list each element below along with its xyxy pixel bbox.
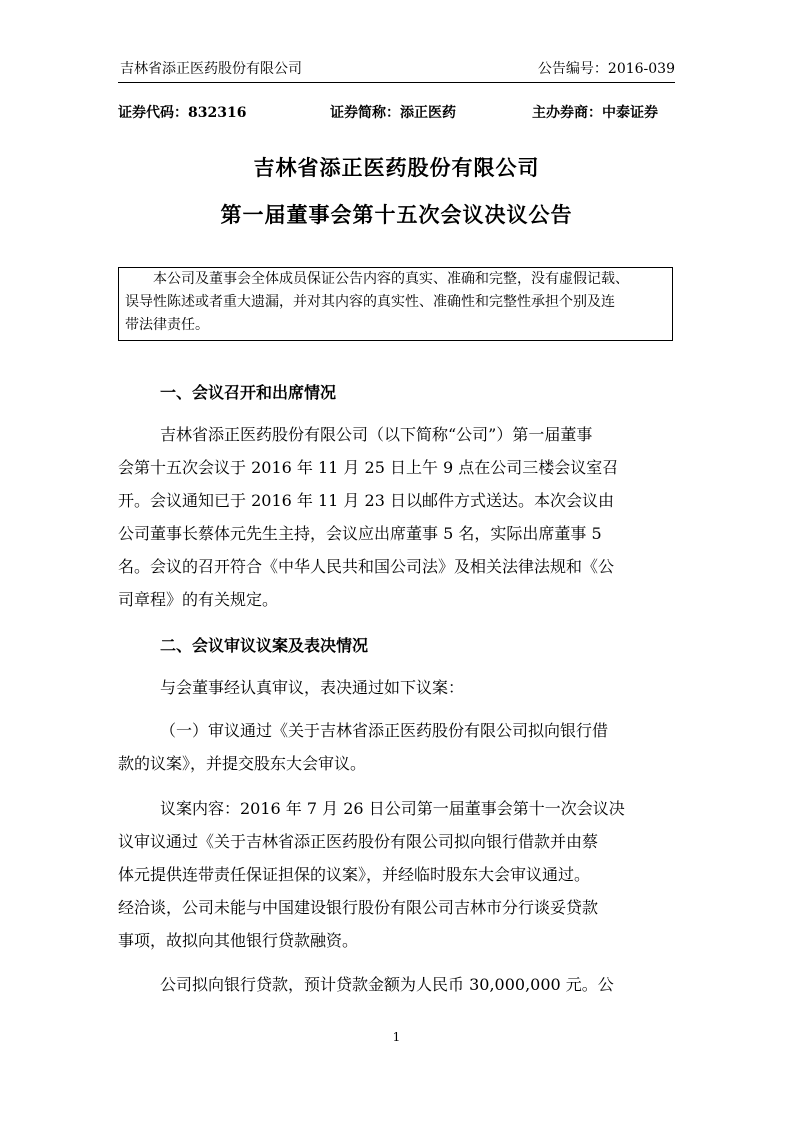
paragraph-line: 议案内容：2016 年 7 月 26 日公司第一届董事会第十一次会议决 [160, 799, 625, 818]
title-announcement: 第一届董事会第十五次会议决议公告 [220, 202, 573, 227]
disclaimer-line: 误导性陈述或者重大遗漏，并对其内容的真实性、准确性和完整性承担个别及连 [125, 294, 615, 310]
paragraph-line: 经洽谈，公司未能与中国建设银行股份有限公司吉林市分行谈妥贷款 [118, 898, 599, 917]
section-2-heading: 二、会议审议议案及表决情况 [160, 636, 369, 655]
section-2-intro [118, 671, 678, 704]
disclaimer-box [118, 267, 673, 341]
paragraph-line: 司章程》的有关规定。 [118, 590, 279, 609]
motion-1 [118, 714, 678, 780]
paragraph-line: 与会董事经认真审议，表决通过如下议案： [160, 678, 465, 697]
security-short-name: 证券简称：添正医药 [330, 105, 456, 121]
paragraph-line: 会第十五次会议于 2016 年 11 月 25 日上午 9 点在公司三楼会议室召 [118, 458, 619, 477]
section-1-paragraph [118, 418, 678, 616]
paragraph-line: 款的议案》，并提交股东大会审议。 [118, 754, 367, 773]
disclaimer-line: 本公司及董事会全体成员保证公告内容的真实、准确和完整，没有虚假记载、 [153, 271, 629, 287]
section-1-heading: 一、会议召开和出席情况 [160, 383, 337, 402]
paragraph-line: 开。会议通知已于 2016 年 11 月 23 日以邮件方式送达。本次会议由 [118, 491, 614, 510]
page-header [118, 58, 675, 83]
loan-amount-paragraph [118, 968, 678, 1001]
security-code: 证券代码：832316 [118, 105, 247, 121]
paragraph-line: 事项，故拟向其他银行贷款融资。 [118, 931, 359, 950]
paragraph-line: 体元提供连带责任保证担保的议案》，并经临时股东大会审议通过。 [118, 865, 591, 884]
title-company: 吉林省添正医药股份有限公司 [253, 155, 540, 180]
disclaimer-line: 带法律责任。 [125, 317, 209, 333]
header-company: 吉林省添正医药股份有限公司 [120, 61, 302, 77]
page-number: 1 [392, 1030, 401, 1044]
paragraph-line: 名。会议的召开符合《中华人民共和国公司法》及相关法律法规和《公 [118, 557, 615, 576]
sponsor-broker: 主办券商：中泰证券 [532, 105, 658, 121]
motion-1-content [118, 792, 678, 957]
paragraph-line: 吉林省添正医药股份有限公司（以下简称“公司”）第一届董事 [160, 425, 593, 444]
paragraph-line: （一）审议通过《关于吉林省添正医药股份有限公司拟向银行借 [160, 721, 609, 740]
header-notice-number: 公告编号：2016-039 [537, 61, 675, 77]
paragraph-line: 公司拟向银行贷款，预计贷款金额为人民币 30,000,000 元。公 [160, 975, 614, 994]
paragraph-line: 公司董事长蔡体元先生主持，会议应出席董事 5 名，实际出席董事 5 [118, 524, 602, 543]
paragraph-line: 议审议通过《关于吉林省添正医药股份有限公司拟向银行借款并由蔡 [118, 832, 599, 851]
